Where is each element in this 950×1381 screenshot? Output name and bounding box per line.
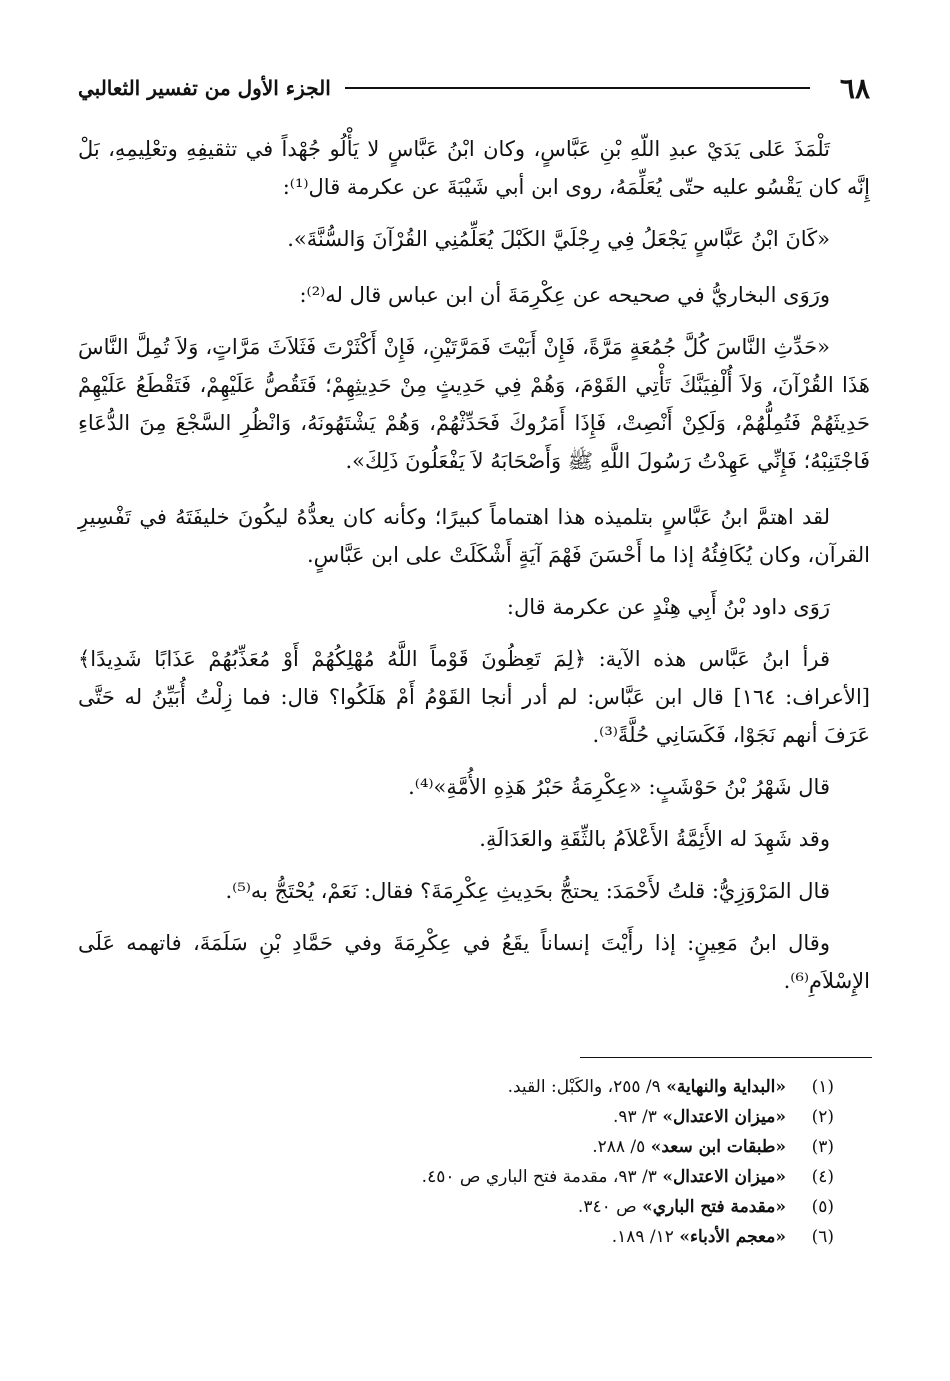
footnote-number: (٦): [811, 1227, 834, 1247]
page-header: [78, 68, 870, 108]
quote-paragraph: «كَانَ ابْنُ عَبَّاسٍ يَجْعَلُ فِي رِجْلَيَّ الكَبْلَ يُعَلِّمُنِي القُرْآنَ وَالسُّنَّةَ».: [287, 227, 830, 251]
footnote-detail: ٣/ ٩٣.: [612, 1107, 663, 1127]
footnote-number: (١): [811, 1077, 834, 1097]
footnotes: [78, 1072, 870, 1252]
paragraph: قرأ ابنُ عَبَّاس هذه الآية: ﴿لِمَ تَعِظُونَ قَوْماً اللَّهُ مُهْلِكُهُمْ أَوْ مُعَذِّبُهُمْ عَذَابًا شَدِيدًا﴾ [الأعراف: ١٦٤] قال ابن عَبَّاس: لم أدر أنجا القَوْمُ أَمْ هَلَكُوا؟ قال: فما زِلْتُ أُبَيِّنُ له حَتَّى عَرَفَ أنهم نَجَوْا، فَكَسَانِي حُلَّةً⁽³⁾.: [78, 647, 870, 747]
footnote-source-title: «البداية والنهاية»: [666, 1077, 786, 1097]
footnote-source-title: «معجم الأدباء»: [679, 1227, 786, 1247]
footnote: [78, 1222, 870, 1252]
paragraph: قال شَهْرُ بْنُ حَوْشَبٍ: «عِكْرِمَةُ حَبْرُ هَذِهِ الأُمَّةِ»⁽⁴⁾.: [408, 775, 830, 799]
header-rule: [345, 87, 810, 89]
footnote-source-title: «ميزان الاعتدال»: [662, 1107, 786, 1127]
page-number: ٦٨: [839, 71, 870, 105]
paragraph: وقد شَهِدَ له الأَئِمَّةُ الأَعْلاَمُ بالثِّقَةِ والعَدَالَةِ.: [479, 827, 830, 851]
paragraph: تَلْمَذَ عَلى يَدَيْ عبدِ اللّهِ بْنِ عَبَّاسٍ، وكان ابْنُ عَبَّاسٍ لا يَأْلُو جُهْداً في تثقيفِهِ وتعْلِيمِهِ، بَلْ إِنَّه كان يَقْسُو عليه حتّى يُعَلِّمَهُ، روى ابن أبي شَيْبَةَ عن عكرمة قال⁽¹⁾:: [78, 137, 870, 199]
footnote: [78, 1072, 870, 1102]
footnote-detail: ٩/ ٢٥٥، والكَبْل: القيد.: [507, 1077, 667, 1097]
running-title: الجزء الأول من تفسير الثعالبي: [78, 76, 331, 100]
footnote-number: (٤): [811, 1167, 834, 1187]
footnote-source-title: «مقدمة فتح الباري»: [642, 1197, 786, 1217]
footnote: [78, 1192, 870, 1222]
quote-paragraph: «حَدِّثِ النَّاسَ كُلَّ جُمُعَةٍ مَرَّةً، فَإِنْ أَبَيْتَ فَمَرَّتَيْنِ، فَإِنْ أَكْثَرْتَ فَثَلاَثَ مَرَّاتٍ، وَلاَ تُمِلَّ النَّاسَ هَذَا القُرْآنَ، وَلاَ أُلْفِيَنَّكَ تَأْتِي القَوْمَ، وَهُمْ فِي حَدِيثٍ مِنْ حَدِيثِهِمْ؛ فَتَقُصُّ عَلَيْهِمْ، فَتَقْطَعُ عَلَيْهِمْ حَدِيثَهُمْ فَتُمِلُّهُمْ، وَلَكِنْ أَنْصِتْ، فَإِذَا أَمَرُوكَ فَحَدِّثْهُمْ، وَهُمْ يَشْتَهُونَهُ، وَانْظُرِ السَّجْعَ مِنَ الدُّعَاءِ فَاجْتَنِبْهُ؛ فَإِنِّي عَهِدْتُ رَسُولَ اللَّهِ ﷺ وَأَصْحَابَهُ لاَ يَفْعَلُونَ ذَلِكَ».: [78, 335, 870, 473]
footnote-detail: ص ٣٤٠.: [577, 1197, 643, 1217]
footnote: [78, 1132, 870, 1162]
paragraph: وقال ابنُ مَعِينٍ: إذا رأَيْتَ إنساناً يقَعُ في عِكْرِمَةَ وفي حَمَّادِ بْنِ سَلَمَةَ، فاتهمه عَلَى الإِسْلاَمِ⁽⁶⁾.: [78, 931, 870, 993]
footnote-source-title: «ميزان الاعتدال»: [662, 1167, 786, 1187]
paragraph: رَوَى داود بْنُ أَبِي هِنْدٍ عن عكرمة قال:: [506, 595, 830, 619]
footnote-detail: ١٢/ ١٨٩.: [611, 1227, 680, 1247]
footnote-source-title: «طبقات ابن سعد»: [650, 1137, 786, 1157]
paragraph: قال المَرْوَزِيُّ: قلتُ لأَحْمَدَ: يحتجُّ بحَدِيثِ عِكْرِمَةَ؟ فقال: نَعَمْ، يُحْتَجُّ به⁽⁵⁾.: [225, 879, 830, 903]
paragraph: ورَوَى البخاريُّ في صحيحه عن عِكْرِمَةَ أن ابن عباس قال له⁽²⁾:: [299, 283, 830, 307]
footnote-detail: ٥/ ٢٨٨.: [592, 1137, 651, 1157]
footnote-number: (٢): [811, 1107, 834, 1127]
main-text: [78, 130, 870, 1014]
paragraph: لقد اهتمَّ ابنُ عَبَّاسٍ بتلميذه هذا اهتماماً كبيرًا؛ وكأنه كان يعدُّهُ ليكُونَ خليفَتَهُ في تَفْسِيرِ القرآن، وكان يُكَافِئُهُ إذا ما أَحْسَنَ فَهْمَ آيَةٍ أَشْكَلَتْ على ابن عَبَّاسٍ.: [78, 505, 870, 567]
footnote-number: (٥): [811, 1197, 834, 1217]
footnote-number: (٣): [811, 1137, 834, 1157]
footnote: [78, 1162, 870, 1192]
footnote: [78, 1102, 870, 1132]
footnote-detail: ٣/ ٩٣، مقدمة فتح الباري ص ٤٥٠.: [421, 1167, 663, 1187]
footnote-rule: [580, 1057, 872, 1058]
